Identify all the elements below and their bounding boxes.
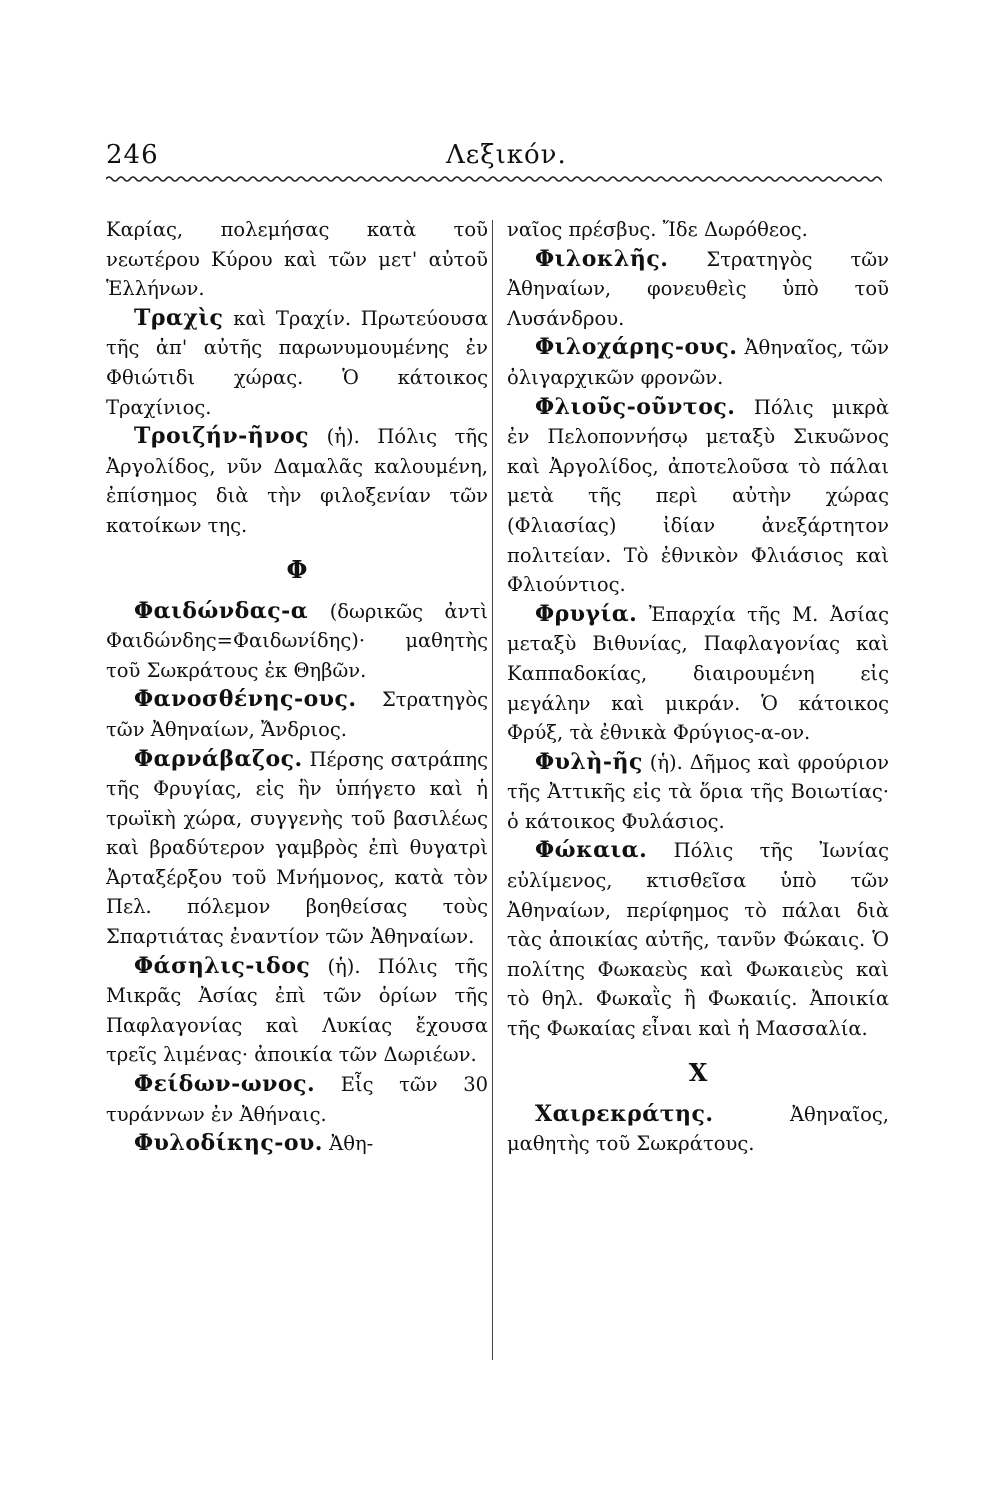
running-head: Λεξικόν. (446, 140, 567, 170)
left-column (106, 215, 488, 1159)
entry-text: Καρίας, πολεμήσας κατὰ τοῦ νεωτέρου Κύρου καὶ τῶν μετ' αὐτοῦ Ἑλλήνων. (106, 218, 488, 301)
entry-text: Πέρσης σατράπης τῆς Φρυγίας, εἰς ἣν ὑπήγετο καὶ ἡ τρωϊκὴ χώρα, συγγενὴς τοῦ βασιλέως καὶ βραδύτερον γαμβρὸς ἐπὶ θυγατρὶ Ἀρταξέρξου τοῦ Μνήμονος, κατὰ τὸν Πελ. πόλεμον βοηθείσας τοὺς Σπαρτιάτας ἐναντίον τῶν Ἀθηναίων. (106, 747, 488, 949)
entry-headword: Φαρνάβαζος. (134, 745, 303, 772)
dictionary-entry (106, 597, 488, 686)
entry-headword: Τροιζήν-ῆνος (134, 423, 310, 450)
entry-text: Ἀθηναῖος, μαθητὴς τοῦ Σωκράτους. (507, 1102, 889, 1156)
entry-text: Στρατηγὸς τῶν Ἀθηναίων, Ἄνδριος. (106, 688, 488, 741)
dictionary-entry (106, 1129, 488, 1159)
entry-headword: Φάσηλις-ιδος (134, 952, 311, 979)
right-column (507, 215, 889, 1159)
dictionary-entry (106, 422, 488, 540)
entry-text: Ἀθηναῖος, τῶν ὀλιγαρχικῶν φρονῶν. (507, 336, 890, 389)
entry-text: καὶ Τραχίν. Πρωτεύουσα τῆς ἀπ' αὐτῆς παρωνυμουμένης ἐν Φθιώτιδι χώρας. Ὁ κάτοικος Τραχίνιος. (106, 306, 488, 419)
section-letter: Φ (286, 554, 308, 584)
entry-headword: Φιλοχάρης-ους. (535, 334, 738, 361)
dictionary-entry (507, 600, 889, 748)
entry-text: (δωρικῶς ἀντὶ Φαιδώνδης=Φαιδωνίδης)· μαθητὴς τοῦ Σωκράτους ἐκ Θηβῶν. (106, 599, 488, 682)
entry-headword: Φείδων-ωνος. (134, 1071, 316, 1098)
dictionary-entry (106, 952, 488, 1070)
entry-text: (ἡ). Πόλις τῆς Μικρᾶς Ἀσίας ἐπὶ τῶν ὁρίων τῆς Παφλαγονίας καὶ Λυκίας ἔχουσα τρεῖς λιμένας· ἀποικία τῶν Δωριέων. (106, 954, 488, 1067)
entry-text: (ἡ). Δῆμος καὶ φρούριον τῆς Ἀττικῆς εἰς τὰ ὅρια τῆς Βοιωτίας· ὁ κάτοικος Φυλάσιος. (507, 750, 889, 833)
entry-text: Πόλις τῆς Ἰωνίας εὐλίμενος, κτισθεῖσα ὑπὸ τῶν Ἀθηναίων, περίφημος τὸ πάλαι διὰ τὰς ἀποικίας αὐτῆς, τανῦν Φώκαις. Ὁ πολίτης Φωκαεὺς καὶ Φωκαιεὺς καὶ τὸ θηλ. Φωκαῒς ἢ Φωκαιίς. Ἀποικία τῆς Φωκαίας εἶναι καὶ ἡ Μασσαλία. (507, 839, 889, 1041)
dictionary-entry (507, 1100, 889, 1159)
entry-headword: Χαιρεκράτης. (535, 1100, 714, 1127)
dictionary-entry (106, 1070, 488, 1129)
entry-headword: Φαιδώνδας-α (134, 597, 309, 624)
dictionary-entry (106, 745, 488, 952)
entry-headword: Φρυγία. (535, 600, 638, 627)
entry-text: Ἐπαρχία τῆς Μ. Ἀσίας μεταξὺ Βιθυνίας, Παφλαγονίας καὶ Καππαδοκίας, διαιρουμένη εἰς μεγάλην καὶ μικράν. Ὁ κάτοικος Φρύξ, τὰ ἐθνικὰ Φρύγιος-α-ον. (507, 602, 890, 745)
entry-headword: Τραχὶς (134, 304, 224, 331)
dictionary-entry (106, 685, 488, 744)
dictionary-entry (507, 836, 889, 1043)
entry-headword: Φυλοδίκης-ου. (134, 1130, 323, 1157)
dictionary-entry (507, 215, 889, 245)
entry-headword: Φυλὴ-ῆς (535, 748, 643, 775)
column-divider (492, 220, 493, 1360)
dictionary-entry (507, 333, 889, 392)
entry-text: Πόλις μικρὰ ἐν Πελοποννήσῳ μεταξὺ Σικυῶνος καὶ Ἀργολίδος, ἀποτελοῦσα τὸ πάλαι μετὰ τῆς περὶ αὐτὴν χώρας (Φλιασίας) ἰδίαν ἀνεξάρτητον πολιτείαν. Τὸ ἐθνικὸν Φλιάσιος καὶ Φλιούντιος. (507, 395, 889, 597)
dictionary-entry (507, 393, 889, 600)
entry-text: Στρατηγὸς τῶν Ἀθηναίων, φονευθεὶς ὑπὸ τοῦ Λυσάνδρου. (507, 247, 889, 330)
entry-text: Εἷς τῶν 30 τυράννων ἐν Ἀθήναις. (106, 1073, 489, 1126)
entry-text: (ἡ). Πόλις τῆς Ἀργολίδος, νῦν Δαμαλᾶς καλουμένη, ἐπίσημος διὰ τὴν φιλοξενίαν τῶν κατοίκων της. (106, 425, 488, 537)
entry-text: ναῖος πρέσβυς. Ἴδε Δωρόθεος. (507, 218, 808, 241)
entry-headword: Φλιοῦς-οῦντος. (535, 393, 736, 420)
section-letter: Χ (688, 1057, 708, 1087)
header-ornamental-rule (106, 172, 882, 186)
entry-text: Ἀθη- (329, 1132, 374, 1156)
entry-headword: Φανοσθένης-ους. (134, 686, 357, 713)
dictionary-entry (106, 304, 488, 422)
dictionary-entry (507, 748, 889, 837)
entry-headword: Φώκαια. (535, 837, 648, 864)
dictionary-entry (106, 215, 488, 304)
page-number: 246 (106, 140, 159, 170)
entry-headword: Φιλοκλῆς. (535, 245, 669, 272)
dictionary-entry (507, 245, 889, 334)
